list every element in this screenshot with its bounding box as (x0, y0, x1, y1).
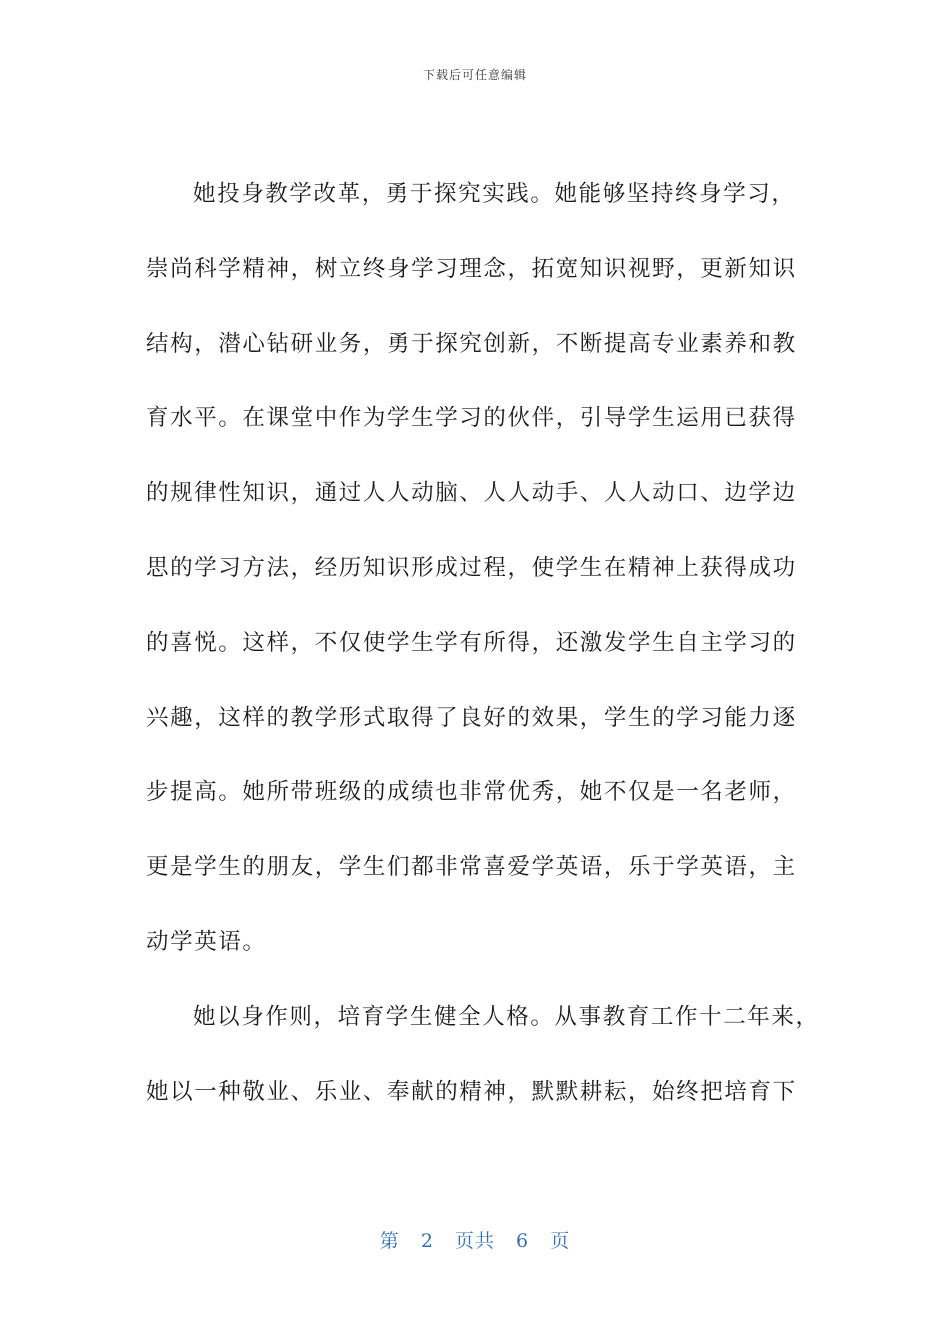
paragraph-1-line-7: 的喜悦。这样，不仅使学生学有所得，还激发学生自主学习的 (146, 629, 797, 656)
paragraph-1-line-1: 她投身教学改革，勇于探究实践。她能够坚持终身学习， (193, 181, 796, 207)
paragraph-1-line-8: 兴趣，这样的教学形式取得了良好的效果，学生的学习能力逐 (146, 704, 797, 731)
paragraph-1-line-11: 动学英语。 (146, 928, 267, 955)
paragraph-2-line-2: 她以一种敬业、乐业、奉献的精神，默默耕耘，始终把培育下 (146, 1078, 797, 1105)
footer-middle: 页共 (454, 1230, 495, 1252)
page-footer (0, 1226, 950, 1253)
footer-suffix: 页 (550, 1230, 571, 1252)
paragraph-1-line-3: 结构，潜心钻研业务，勇于探究创新，不断提高专业素养和教 (146, 330, 797, 357)
paragraph-1-line-9: 步提高。她所带班级的成绩也非常优秀，她不仅是一名老师， (146, 779, 797, 806)
paragraph-2-line-1: 她以身作则，培育学生健全人格。从事教育工作十二年来， (193, 1003, 820, 1030)
paragraph-1-line-6: 思的学习方法，经历知识形成过程，使学生在精神上获得成功 (146, 554, 797, 581)
footer-page-number: 2 (420, 1230, 434, 1252)
paragraph-1-line-2: 崇尚科学精神，树立终身学习理念，拓宽知识视野，更新知识 (146, 255, 797, 282)
paragraph-1-line-10: 更是学生的朋友，学生们都非常喜爱学英语，乐于学英语，主 (146, 854, 797, 881)
document-body (146, 176, 820, 1148)
page-header-note: 下载后可任意编辑 (422, 68, 527, 82)
footer-prefix: 第 (379, 1230, 400, 1252)
footer-total-pages: 6 (516, 1230, 530, 1252)
paragraph-1-line-5: 的规律性知识，通过人人动脑、人人动手、人人动口、边学边 (146, 480, 797, 507)
paragraph-1-line-4: 育水平。在课堂中作为学生学习的伙伴，引导学生运用已获得 (146, 405, 797, 432)
